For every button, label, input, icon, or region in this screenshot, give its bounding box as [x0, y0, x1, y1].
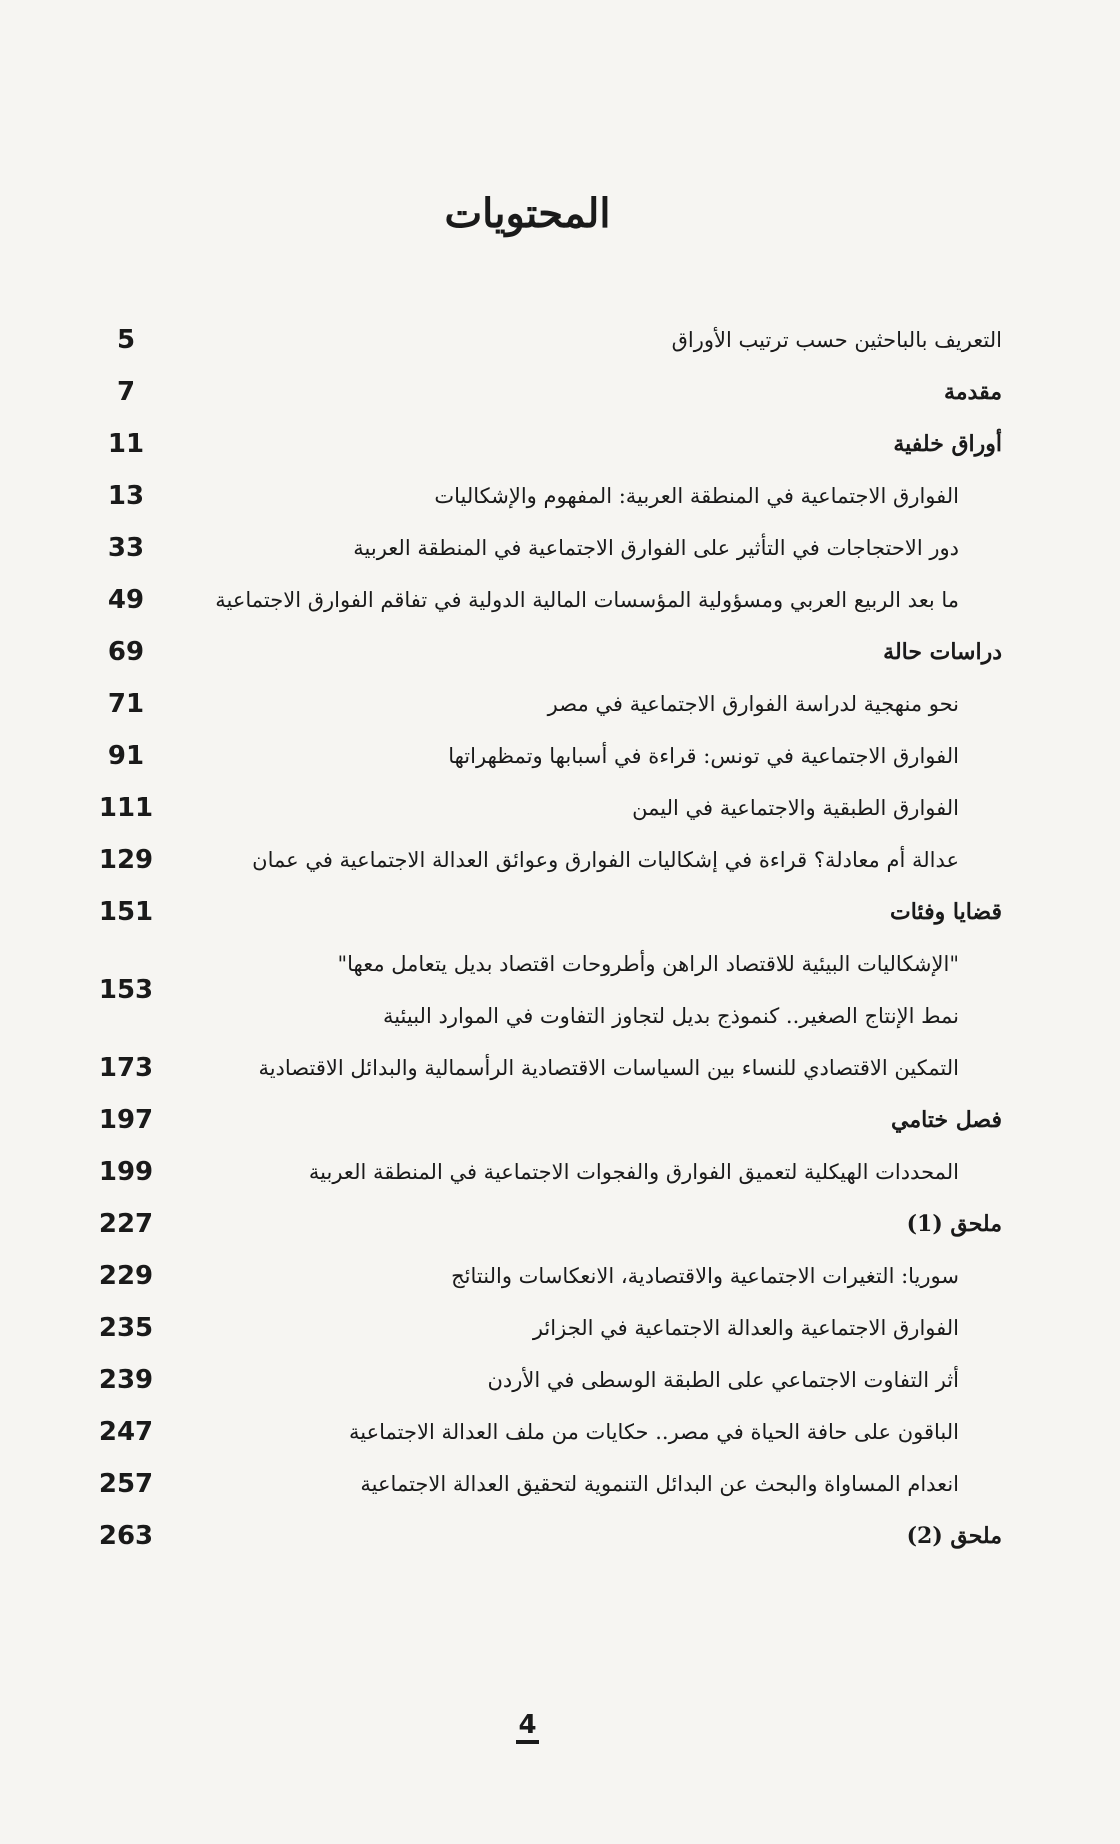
- toc-entry-title: أوراق خلفية: [893, 431, 1002, 457]
- toc-section-heading: [0, 1510, 1120, 1562]
- toc-entry-title: الفوارق الاجتماعية في تونس: قراءة في أسبابها وتمظهراتها: [448, 744, 959, 768]
- toc-entry-title: الفوارق الاجتماعية والعدالة الاجتماعية في الجزائر: [532, 1316, 959, 1340]
- toc-entry-page: 263: [98, 1521, 154, 1551]
- page-title: المحتويات: [444, 190, 611, 237]
- page-number-footer: [0, 1710, 1055, 1744]
- toc-entry-page: 129: [98, 845, 154, 875]
- toc-entry: [0, 1250, 1120, 1302]
- toc-entry-title: أثر التفاوت الاجتماعي على الطبقة الوسطى في الأردن: [487, 1368, 959, 1392]
- toc-entry-page: 33: [107, 533, 145, 563]
- toc-entry-page: 229: [98, 1261, 154, 1291]
- toc-entry-title-continued: نمط الإنتاج الصغير.. كنموذج بديل لتجاوز التفاوت في الموارد البيئية: [382, 1004, 959, 1028]
- toc-section-heading: [0, 1198, 1120, 1250]
- toc-entry-title: فصل ختامي: [891, 1107, 1002, 1133]
- toc-section-heading: [0, 366, 1120, 418]
- toc-entry-title: انعدام المساواة والبحث عن البدائل التنموية لتحقيق العدالة الاجتماعية: [360, 1472, 959, 1496]
- toc-entry: [0, 938, 1120, 1042]
- toc-entry-title: ما بعد الربيع العربي ومسؤولية المؤسسات المالية الدولية في تفاقم الفوارق الاجتماعية: [215, 588, 959, 612]
- toc-entry-title: الفوارق الاجتماعية في المنطقة العربية: المفهوم والإشكاليات: [434, 484, 959, 508]
- toc-entry-title: الفوارق الطبقية والاجتماعية في اليمن: [632, 796, 959, 820]
- toc-entry-page: 111: [98, 793, 154, 823]
- toc-entry-title: سوريا: التغيرات الاجتماعية والاقتصادية، الانعكاسات والنتائج: [451, 1264, 959, 1288]
- toc-entry-page: 151: [98, 897, 154, 927]
- toc-entry-title: التمكين الاقتصادي للنساء بين السياسات الاقتصادية الرأسمالية والبدائل الاقتصادية: [258, 1056, 959, 1080]
- toc-entry-title: المحددات الهيكلية لتعميق الفوارق والفجوات الاجتماعية في المنطقة العربية: [308, 1160, 959, 1184]
- toc-entry-page: 11: [107, 429, 145, 459]
- toc-entry: [0, 1354, 1120, 1406]
- toc-entry: [0, 314, 1120, 366]
- toc-entry-page: 247: [98, 1417, 154, 1447]
- toc-section-heading: [0, 626, 1120, 678]
- toc-entry-page: 197: [98, 1105, 154, 1135]
- toc-entry-title: قضايا وفئات: [890, 899, 1002, 925]
- toc-entry-page: 13: [107, 481, 145, 511]
- toc-entry: [0, 1458, 1120, 1510]
- toc-entry: [0, 678, 1120, 730]
- toc-entry: [0, 782, 1120, 834]
- toc-section-heading: [0, 418, 1120, 470]
- toc-entry: [0, 522, 1120, 574]
- toc-entry: [0, 730, 1120, 782]
- toc-entry: [0, 574, 1120, 626]
- toc-entry: [0, 1042, 1120, 1094]
- table-of-contents: [0, 314, 1120, 1551]
- toc-entry-title: نحو منهجية لدراسة الفوارق الاجتماعية في مصر: [547, 692, 959, 716]
- toc-entry-page: 239: [98, 1365, 154, 1395]
- toc-entry-title: ملحق (1): [906, 1211, 1002, 1237]
- toc-entry: [0, 1302, 1120, 1354]
- toc-entry-title: مقدمة: [943, 379, 1002, 405]
- toc-entry-title: دور الاحتجاجات في التأثير على الفوارق الاجتماعية في المنطقة العربية: [353, 536, 959, 560]
- toc-entry-page: 199: [98, 1157, 154, 1187]
- toc-entry: [0, 834, 1120, 886]
- toc-entry-page: 91: [107, 741, 145, 771]
- toc-entry-page: 71: [107, 689, 145, 719]
- toc-entry-title: ملحق (2): [906, 1523, 1002, 1549]
- toc-entry: [0, 470, 1120, 522]
- toc-entry-page: 173: [98, 1053, 154, 1083]
- toc-entry-page: 153: [98, 975, 154, 1005]
- toc-entry-page: 49: [107, 585, 145, 615]
- toc-section-heading: [0, 886, 1120, 938]
- toc-entry-page: 227: [98, 1209, 154, 1239]
- toc-entry-page: 257: [98, 1469, 154, 1499]
- toc-entry-title: الباقون على حافة الحياة في مصر.. حكايات من ملف العدالة الاجتماعية: [349, 1420, 959, 1444]
- toc-entry-page: 5: [116, 325, 136, 355]
- toc-entry-title: التعريف بالباحثين حسب ترتيب الأوراق: [671, 328, 1002, 352]
- toc-entry-title: دراسات حالة: [883, 639, 1002, 665]
- toc-entry-page: 69: [107, 637, 145, 667]
- toc-entry-title: "الإشكاليات البيئية للاقتصاد الراهن وأطروحات اقتصاد بديل يتعامل معها": [337, 952, 959, 976]
- toc-entry-page: 235: [98, 1313, 154, 1343]
- toc-entry: [0, 1146, 1120, 1198]
- toc-entry-page: 7: [116, 377, 136, 407]
- toc-entry: [0, 1406, 1120, 1458]
- toc-entry-title: عدالة أم معادلة؟ قراءة في إشكاليات الفوارق وعوائق العدالة الاجتماعية في عمان: [252, 848, 959, 872]
- toc-section-heading: [0, 1094, 1120, 1146]
- page-number: 4: [516, 1710, 538, 1744]
